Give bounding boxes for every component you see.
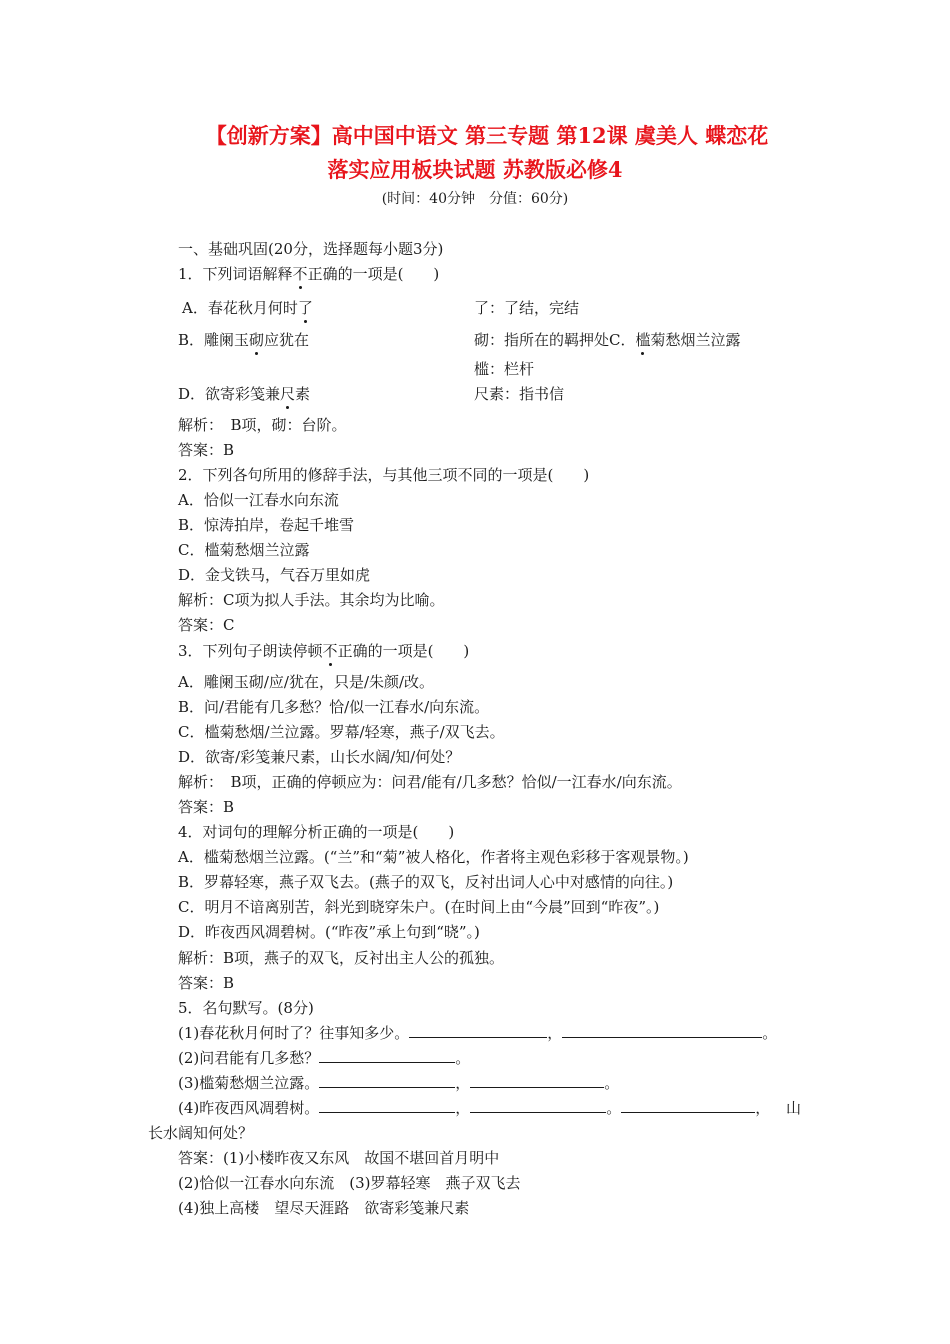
- document-title-line1: 【创新方案】高中国中语文 第三专题 第12课 虞美人 蝶恋花: [205, 123, 769, 148]
- punctuation: 。: [455, 1049, 471, 1067]
- item-text: (2)问君能有几多愁？: [178, 1049, 320, 1067]
- punctuation: 。: [762, 1024, 778, 1042]
- document-title-line2: 落实应用板块试题 苏教版必修4: [327, 157, 623, 182]
- q2-option-c: C．槛菊愁烟兰泣露: [178, 541, 310, 559]
- q5-answer-1: 答案：(1)小楼昨夜又东风 故国不堪回首月明中: [178, 1149, 500, 1167]
- emphasis-char: 砌: [249, 331, 265, 349]
- fill-blank: [562, 1022, 762, 1038]
- q1-option-b: [178, 329, 309, 351]
- q1-option-b-explanation-and-c: [474, 329, 741, 351]
- q4-answer: 答案：B: [178, 974, 235, 992]
- q1-option-a-explanation: 了：了结，完结: [474, 299, 580, 317]
- question-text: 正确的一项是( ): [337, 642, 470, 660]
- q3-option-b: B．问/君能有几多愁？恰/似一江春水/向东流。: [178, 698, 490, 716]
- fill-blank: [409, 1022, 547, 1038]
- q5-item-2: [178, 1047, 470, 1069]
- q4-option-b: B．罗幕轻寒，燕子双飞去。(燕子的双飞，反衬出词人心中对感情的向往。): [178, 873, 674, 891]
- question-4-stem: 4．对词句的理解分析正确的一项是( ): [178, 823, 455, 841]
- q2-analysis: 解析：C项为拟人手法。其余均为比喻。: [178, 591, 445, 609]
- question-3-stem: [178, 640, 469, 662]
- q3-option-c: C．槛菊愁烟/兰泣露。罗幕/轻寒，燕子/双飞去。: [178, 723, 505, 741]
- fill-blank: [470, 1097, 606, 1113]
- q3-option-a: A．雕阑玉砌/应/犹在，只是/朱颜/改。: [178, 673, 435, 691]
- item-text: (3)槛菊愁烟兰泣露。: [178, 1074, 320, 1092]
- punctuation: ，: [455, 1099, 471, 1117]
- fill-blank: [319, 1047, 455, 1063]
- question-1-stem: [178, 263, 439, 285]
- option-text: B．雕阑玉: [178, 331, 250, 349]
- question-text: 3．下列句子朗读停顿: [178, 642, 323, 660]
- question-text: 1．下列词语解释: [178, 265, 293, 283]
- option-text: 应犹在: [264, 331, 310, 349]
- option-text: D．欲寄彩笺兼: [178, 385, 281, 403]
- punctuation: ，: [547, 1024, 563, 1042]
- question-5-stem: 5．名句默写。(8分): [178, 999, 314, 1017]
- q2-answer: 答案：C: [178, 616, 235, 634]
- question-2-stem: 2．下列各句所用的修辞手法，与其他三项不同的一项是( ): [178, 466, 590, 484]
- q5-item-4-continuation: 长水阔知何处？: [148, 1124, 254, 1142]
- emphasis-char: 了: [297, 299, 313, 317]
- question-text: 正确的一项是( ): [307, 265, 440, 283]
- q5-answer-2: (2)恰似一江春水向东流 (3)罗幕轻寒 燕子双飞去: [178, 1174, 521, 1192]
- emphasis-char: 槛: [635, 331, 651, 349]
- punctuation: 。: [604, 1074, 620, 1092]
- q3-analysis: 解析： B项，正确的停顿应为：问君/能有/几多愁？恰似/一江春水/向东流。: [178, 773, 682, 791]
- q1-option-d: [178, 383, 310, 405]
- emphasis-char: 不: [292, 265, 308, 283]
- q1-option-d-explanation: 尺素：指书信: [474, 385, 565, 403]
- fill-blank: [470, 1072, 604, 1088]
- punctuation: ，: [755, 1099, 771, 1117]
- q3-answer: 答案：B: [178, 798, 235, 816]
- fill-blank: [621, 1097, 755, 1113]
- q1-answer: 答案：B: [178, 441, 235, 459]
- punctuation: ，: [455, 1074, 471, 1092]
- q1-analysis: 解析： B项，砌：台阶。: [178, 416, 347, 434]
- q5-item-3: [178, 1072, 619, 1094]
- q1-option-c-explanation: 槛：栏杆: [474, 360, 535, 378]
- q5-item-1: [178, 1022, 777, 1044]
- option-text: A．春花秋月何时: [182, 299, 298, 317]
- fill-blank: [319, 1097, 455, 1113]
- q1-option-a: [182, 297, 313, 319]
- item-text: (4)昨夜西风凋碧树。: [178, 1099, 320, 1117]
- q4-option-c: C．明月不谙离别苦，斜光到晓穿朱户。(在时间上由“今晨”回到“昨夜”。): [178, 898, 660, 916]
- emphasis-char: 不: [322, 642, 338, 660]
- section-heading: 一、基础巩固(20分，选择题每小题3分): [178, 240, 444, 258]
- emphasis-char: 尺: [280, 385, 296, 403]
- q2-option-d: D．金戈铁马，气吞万里如虎: [178, 566, 371, 584]
- q5-item-4-tail: 山: [786, 1099, 802, 1117]
- time-score-info: (时间：40分钟 分值：60分): [381, 191, 569, 207]
- q4-analysis: 解析：B项，燕子的双飞，反衬出主人公的孤独。: [178, 949, 505, 967]
- q3-option-d: D．欲寄/彩笺兼尺素，山长水阔/知/何处？: [178, 748, 461, 766]
- punctuation: 。: [606, 1099, 622, 1117]
- q4-option-d: D．昨夜西风凋碧树。(“昨夜”承上句到“晓”。): [178, 923, 480, 941]
- q2-option-b: B．惊涛拍岸，卷起千堆雪: [178, 516, 355, 534]
- q5-item-4: [178, 1097, 770, 1119]
- option-text: 菊愁烟兰泣露: [650, 331, 741, 349]
- item-text: (1)春花秋月何时了？往事知多少。: [178, 1024, 410, 1042]
- q2-option-a: A．恰似一江春水向东流: [178, 491, 339, 509]
- option-text: 素: [295, 385, 311, 403]
- q4-option-a: A．槛菊愁烟兰泣露。(“兰”和“菊”被人格化，作者将主观色彩移于客观景物。): [178, 848, 689, 866]
- fill-blank: [319, 1072, 455, 1088]
- option-text: 砌：指所在的羁押处C．: [474, 331, 636, 349]
- q5-answer-3: (4)独上高楼 望尽天涯路 欲寄彩笺兼尺素: [178, 1199, 470, 1217]
